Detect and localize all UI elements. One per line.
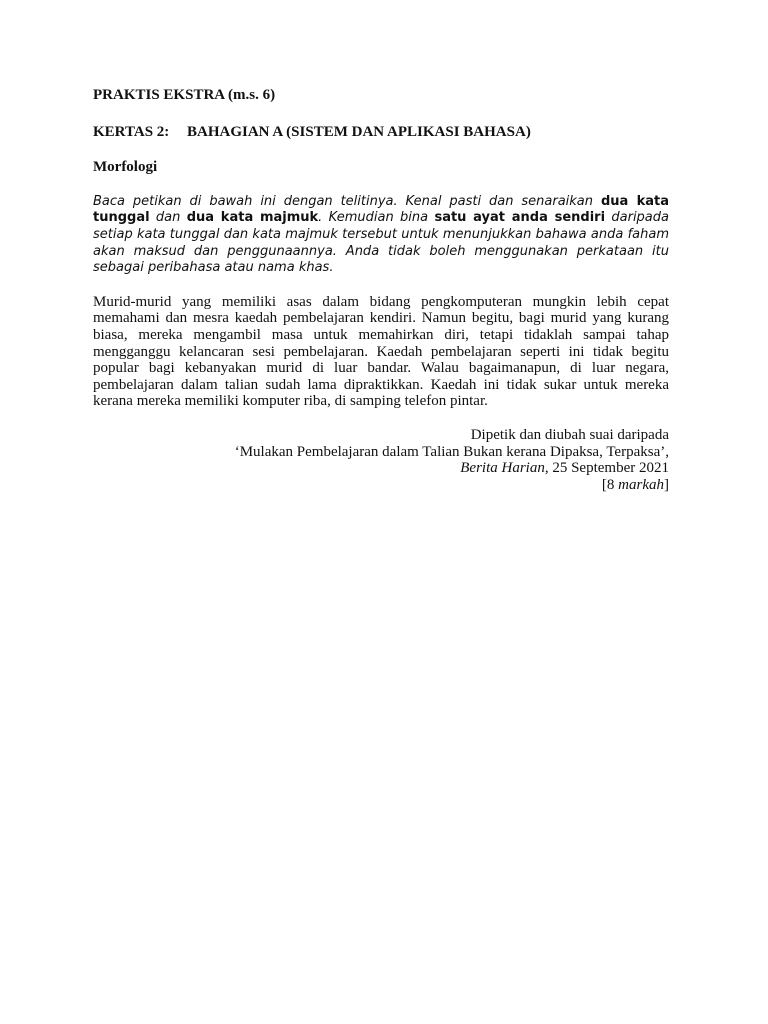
paper-heading: [93, 124, 669, 141]
topic-heading: [93, 159, 669, 176]
publication-date: , 25 September 2021: [544, 460, 669, 477]
document-page: [93, 87, 669, 493]
marks-line: [93, 477, 669, 494]
page-title: [93, 87, 669, 104]
instruction-part-4: daripada setiap kata tunggal dan kata majmuk tersebut untuk menunjukkan bahawa anda faham akan maksud dan penggunaannya. Anda tidak boleh menggunakan perkataan itu sebagai peribahasa atau nama khas.: [93, 210, 669, 276]
passage-text: Murid-murid yang memiliki asas dalam bidang pengkomputeran mungkin lebih cepat memahami dan mesra kaedah pembelajaran kendiri. Namun begitu, bagi murid yang kurang biasa, mereka mengambil masa untuk memahirkan diri, tetapi tidaklah sampai tahap mengganggu kelancaran sesi pembelajaran. Kaedah pembelajaran seperti ini tidak begitu popular bagi kebanyakan murid di luar bandar. Walau bagaimanapun, di luar negara, pembelajaran dalam talian sudah lama dipraktikkan. Kaedah ini tidak sukar untuk mereka kerana mereka memiliki komputer riba, di samping telefon pintar.: [93, 293, 669, 410]
source-line-1: Dipetik dan diubah suai daripada: [470, 426, 669, 443]
instruction-paragraph: [93, 194, 669, 277]
instruction-bold-1: dua kata tunggal: [93, 193, 669, 226]
marks-open: [8: [601, 476, 619, 493]
instruction-part-2: dan: [149, 210, 187, 226]
paper-section: BAHAGIAN A (SISTEM DAN APLIKASI BAHASA): [187, 123, 531, 140]
instruction-bold-2: dua kata majmuk: [186, 210, 319, 226]
marks-close: ]: [664, 476, 669, 493]
source-citation: [93, 427, 669, 493]
paper-code: KERTAS 2:: [93, 123, 170, 140]
instruction-bold-3: satu ayat anda sendiri: [434, 210, 606, 226]
instruction-part-1: Baca petikan di bawah ini dengan telitinya. Kenal pasti dan senaraikan: [93, 193, 601, 209]
marks-word: markah: [618, 476, 664, 493]
instruction-part-3: . Kemudian bina: [318, 210, 435, 226]
source-line-2: ‘Mulakan Pembelajaran dalam Talian Bukan kerana Dipaksa, Terpaksa’,: [234, 443, 669, 460]
page-title-text: PRAKTIS EKSTRA (m.s. 6): [93, 87, 276, 103]
source-line-3: [93, 460, 669, 477]
topic-text: Morfologi: [93, 159, 158, 176]
publication-name: Berita Harian: [460, 460, 545, 477]
passage-paragraph: [93, 294, 669, 410]
